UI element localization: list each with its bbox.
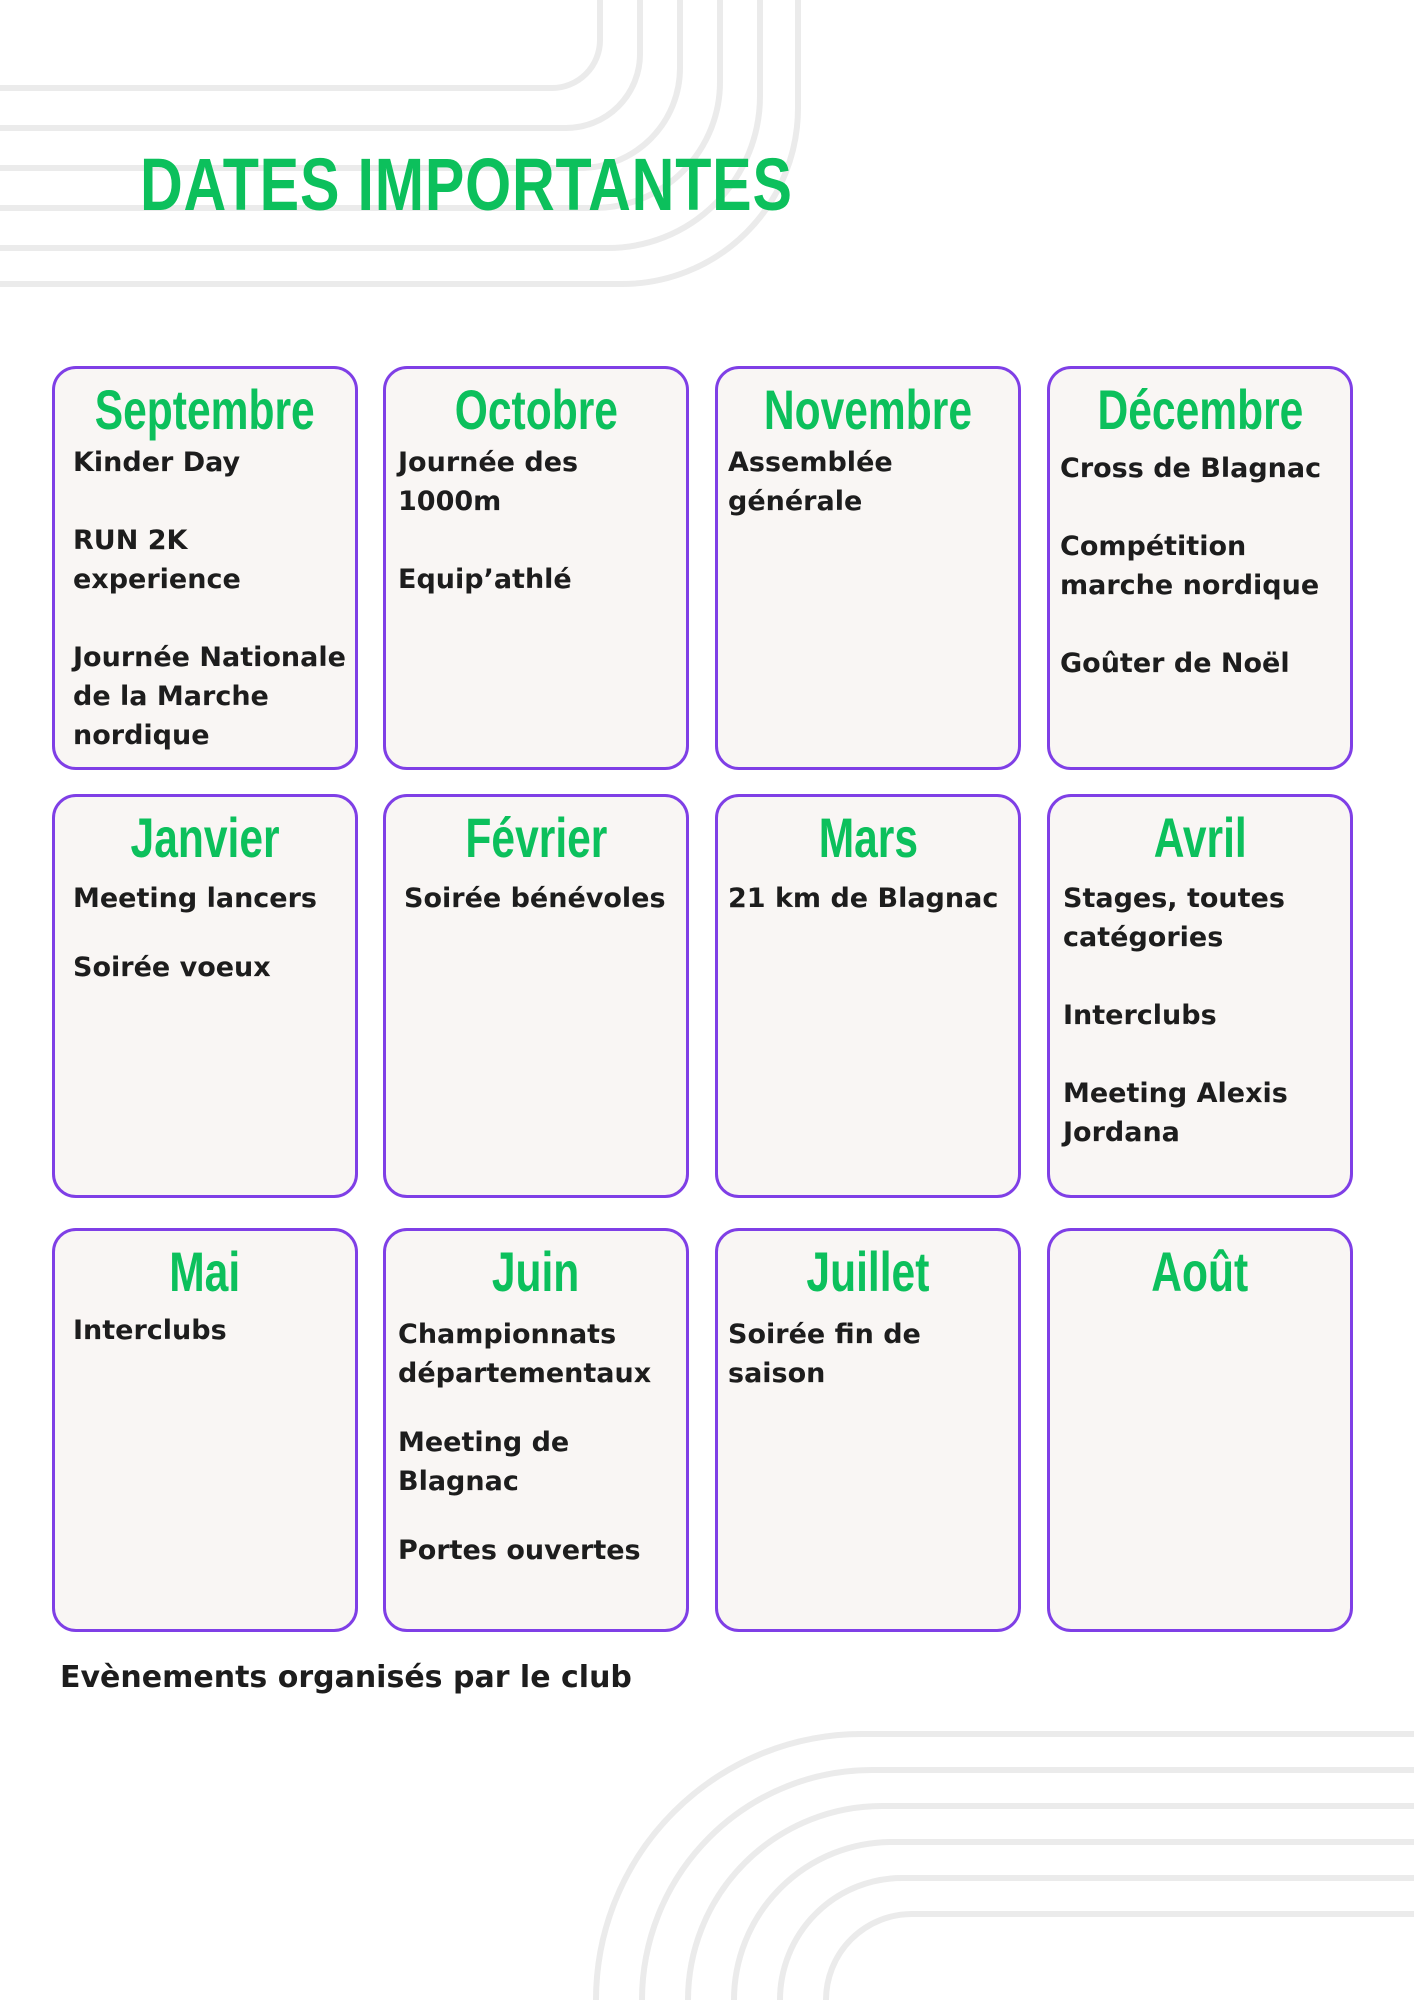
event-item: Meeting de Blagnac (398, 1427, 570, 1497)
event-item: Journée des 1000m (398, 447, 579, 517)
month-card-fevrier (383, 794, 689, 1198)
event-list (1060, 449, 1346, 722)
event-item: Soirée voeux (73, 952, 271, 983)
event-item: Kinder Day (73, 447, 241, 478)
month-title: Avril (1153, 806, 1247, 869)
month-card-novembre (715, 366, 1021, 770)
page-title: DATES IMPORTANTES (140, 143, 793, 226)
month-card-mars (715, 794, 1021, 1198)
month-title: Février (465, 806, 607, 869)
month-title: Janvier (130, 806, 280, 869)
event-item: Meeting lancers (73, 883, 318, 914)
event-item: Compétition marche nordique (1060, 531, 1320, 601)
event-item: Goûter de Noël (1060, 648, 1290, 679)
event-item: Stages, toutes catégories (1063, 883, 1285, 953)
event-item: Soirée bénévoles (404, 883, 666, 914)
event-list (404, 879, 682, 957)
event-item: Championnats départementaux (398, 1319, 652, 1389)
month-title: Septembre (95, 378, 315, 441)
month-card-mai (52, 1228, 358, 1632)
month-title: Juin (492, 1240, 580, 1303)
event-list (1063, 879, 1346, 1191)
event-item: Meeting Alexis Jordana (1063, 1078, 1288, 1148)
month-card-octobre (383, 366, 689, 770)
month-title: Juillet (806, 1240, 930, 1303)
month-title: Octobre (454, 378, 618, 441)
event-list (398, 443, 682, 638)
event-list (73, 1311, 351, 1389)
event-list (73, 879, 351, 1026)
month-card-decembre (1047, 366, 1353, 770)
event-item: Interclubs (73, 1315, 227, 1346)
event-item: Portes ouvertes (398, 1535, 641, 1566)
month-card-janvier (52, 794, 358, 1198)
month-title: Août (1151, 1240, 1249, 1303)
event-item: 21 km de Blagnac (728, 883, 999, 914)
event-list (73, 443, 351, 794)
month-card-aout (1047, 1228, 1353, 1632)
month-title: Novembre (763, 378, 973, 441)
event-item: Interclubs (1063, 1000, 1217, 1031)
event-item: Equip’athlé (398, 564, 572, 595)
month-title: Mars (818, 806, 918, 869)
event-list (728, 443, 1014, 560)
month-card-juillet (715, 1228, 1021, 1632)
event-item: Assemblée générale (728, 447, 893, 517)
footer-note: Evènements organisés par le club (60, 1660, 632, 1695)
month-title: Mai (169, 1240, 241, 1303)
event-list (728, 1315, 1014, 1432)
event-item: Cross de Blagnac (1060, 453, 1322, 484)
event-item: RUN 2K experience (73, 525, 241, 595)
event-list (398, 1315, 682, 1609)
month-title: Décembre (1097, 378, 1303, 441)
event-item: Soirée fin de saison (728, 1319, 921, 1389)
event-item: Journée Nationale de la Marche nordique (73, 642, 346, 751)
month-card-septembre (52, 366, 358, 770)
month-card-juin (383, 1228, 689, 1632)
event-list (728, 879, 1014, 957)
month-card-avril (1047, 794, 1353, 1198)
